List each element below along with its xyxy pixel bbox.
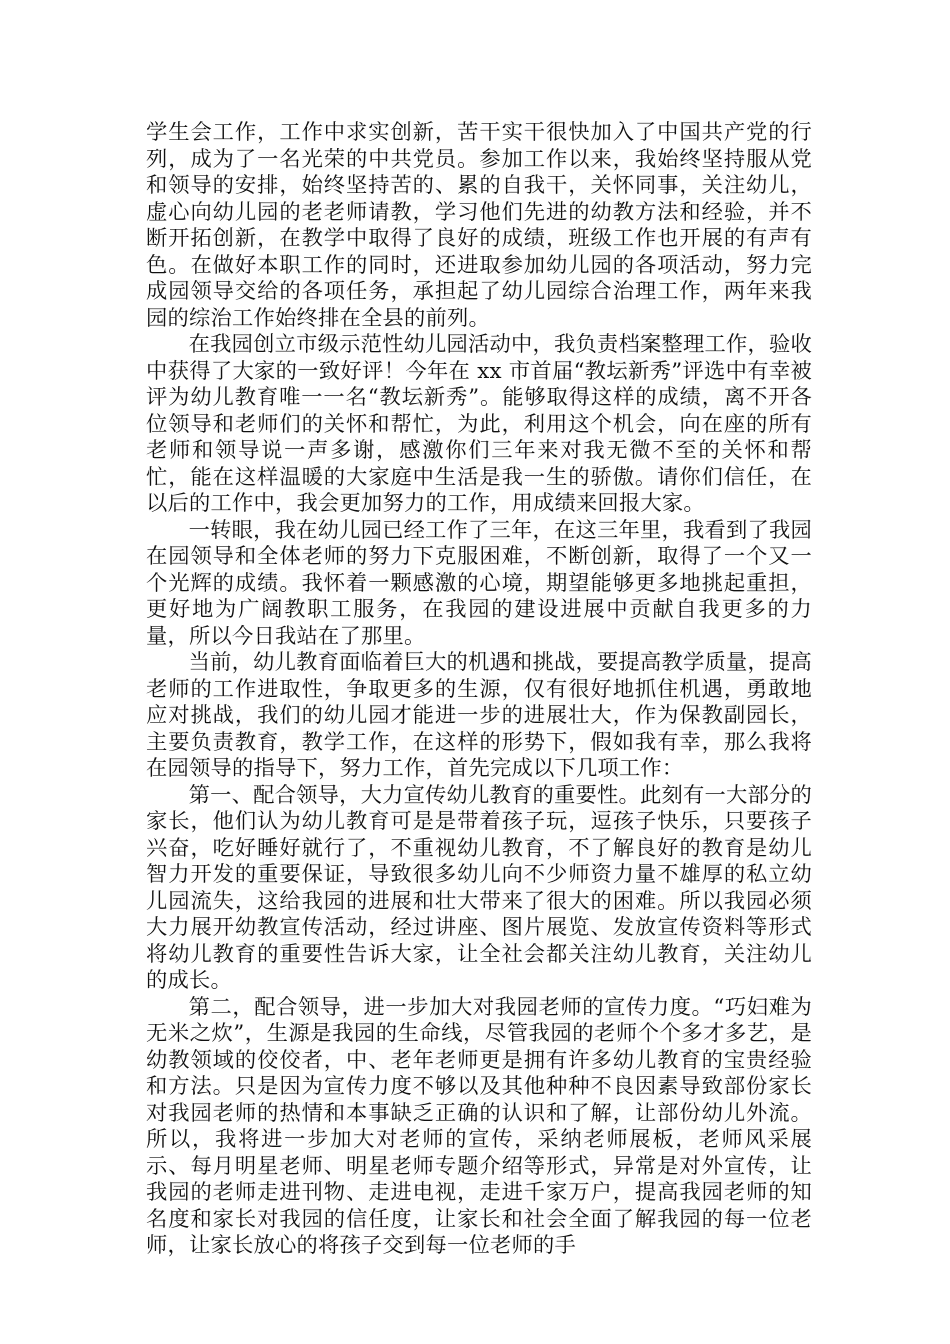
- paragraph-2: 在我园创立市级示范性幼儿园活动中，我负责档案整理工作，验收中获得了大家的一致好评！今年在 xx 市首届“教坛新秀”评选中有幸被评为幼儿教育唯一一名“教坛新秀”。能够取得这样的成绩，离不开各位领导和老师们的关怀和帮忙，为此，利用这个机会，向在座的所有老师和领导说一声多谢，感激你们三年来对我无微不至的关怀和帮忙，能在这样温暖的大家庭中生活是我一生的骄傲。请你们信任，在以后的工作中，我会更加努力的工作，用成绩来回报大家。: [146, 332, 813, 516]
- paragraph-1: 学生会工作，工作中求实创新，苦干实干很快加入了中国共产党的行列，成为了一名光荣的中共党员。参加工作以来，我始终坚持服从党和领导的安排，始终坚持苦的、累的自我干，关怀同事，关注幼儿，虚心向幼儿园的老老师请教，学习他们先进的幼教方法和经验，并不断开拓创新，在教学中取得了良好的成绩，班级工作也开展的有声有色。在做好本职工作的同时，还进取参加幼儿园的各项活动，努力完成园领导交给的各项任务，承担起了幼儿园综合治理工作，两年来我园的综治工作始终排在全县的前列。: [146, 120, 812, 331]
- paragraph-4: 当前，幼儿教育面临着巨大的机遇和挑战，要提高教学质量，提高老师的工作进取性，争取更多的生源，仅有很好地抓住机遇，勇敢地应对挑战，我们的幼儿园才能进一步的进展壮大，作为保教副园长，主要负责教育，教学工作，在这样的形势下，假如我有幸，那么我将在园领导的指导下，努力工作，首先完成以下几项工作：: [146, 650, 813, 781]
- paragraph-3: 一转眼，我在幼儿园已经工作了三年，在这三年里，我看到了我园在园领导和全体老师的努力下克服困难，不断创新，取得了一个又一个光辉的成绩。我怀着一颗感激的心境，期望能够更多地挑起重担，更好地为广阔教职工服务，在我园的建设进展中贡献自我更多的力量，所以今日我站在了那里。: [146, 517, 813, 649]
- paragraph-5: 第一、配合领导，大力宣传幼儿教育的重要性。此刻有一大部分的家长，他们认为幼儿教育可是是带着孩子玩，逗孩子快乐，只要孩子兴奋，吃好睡好就行了，不重视幼儿教育，不了解良好的教育是幼儿智力开发的重要保证，导致很多幼儿向不少师资力量不雄厚的私立幼儿园流失，这给我园的进展和壮大带来了很大的困难。所以我园必须大力展开幼教宣传活动，经过讲座、图片展览、发放宣传资料等形式将幼儿教育的重要性告诉大家，让全社会都关注幼儿教育，关注幼儿的成长。: [146, 782, 813, 993]
- body-text: [146, 120, 812, 1260]
- paragraph-6: 第二，配合领导，进一步加大对我园老师的宣传力度。“巧妇难为无米之炊”，生源是我园的生命线，尽管我园的老师个个多才多艺，是幼教领域的佼佼者，中、老年老师更是拥有许多幼儿教育的宝贵经验和方法。只是因为宣传力度不够以及其他种种不良因素导致部份家长对我园老师的热情和本事缺乏正确的认识和了解，让部份幼儿外流。所以，我将进一步加大对老师的宣传，采纳老师展板，老师风采展示、每月明星老师、明星老师专题介绍等形式，异常是对外宣传，让我园的老师走进刊物、走进电视，走进千家万户，提高我园老师的知名度和家长对我园的信任度，让家长和社会全面了解我园的每一位老师，让家长放心的将孩子交到每一位老师的手: [146, 994, 812, 1258]
